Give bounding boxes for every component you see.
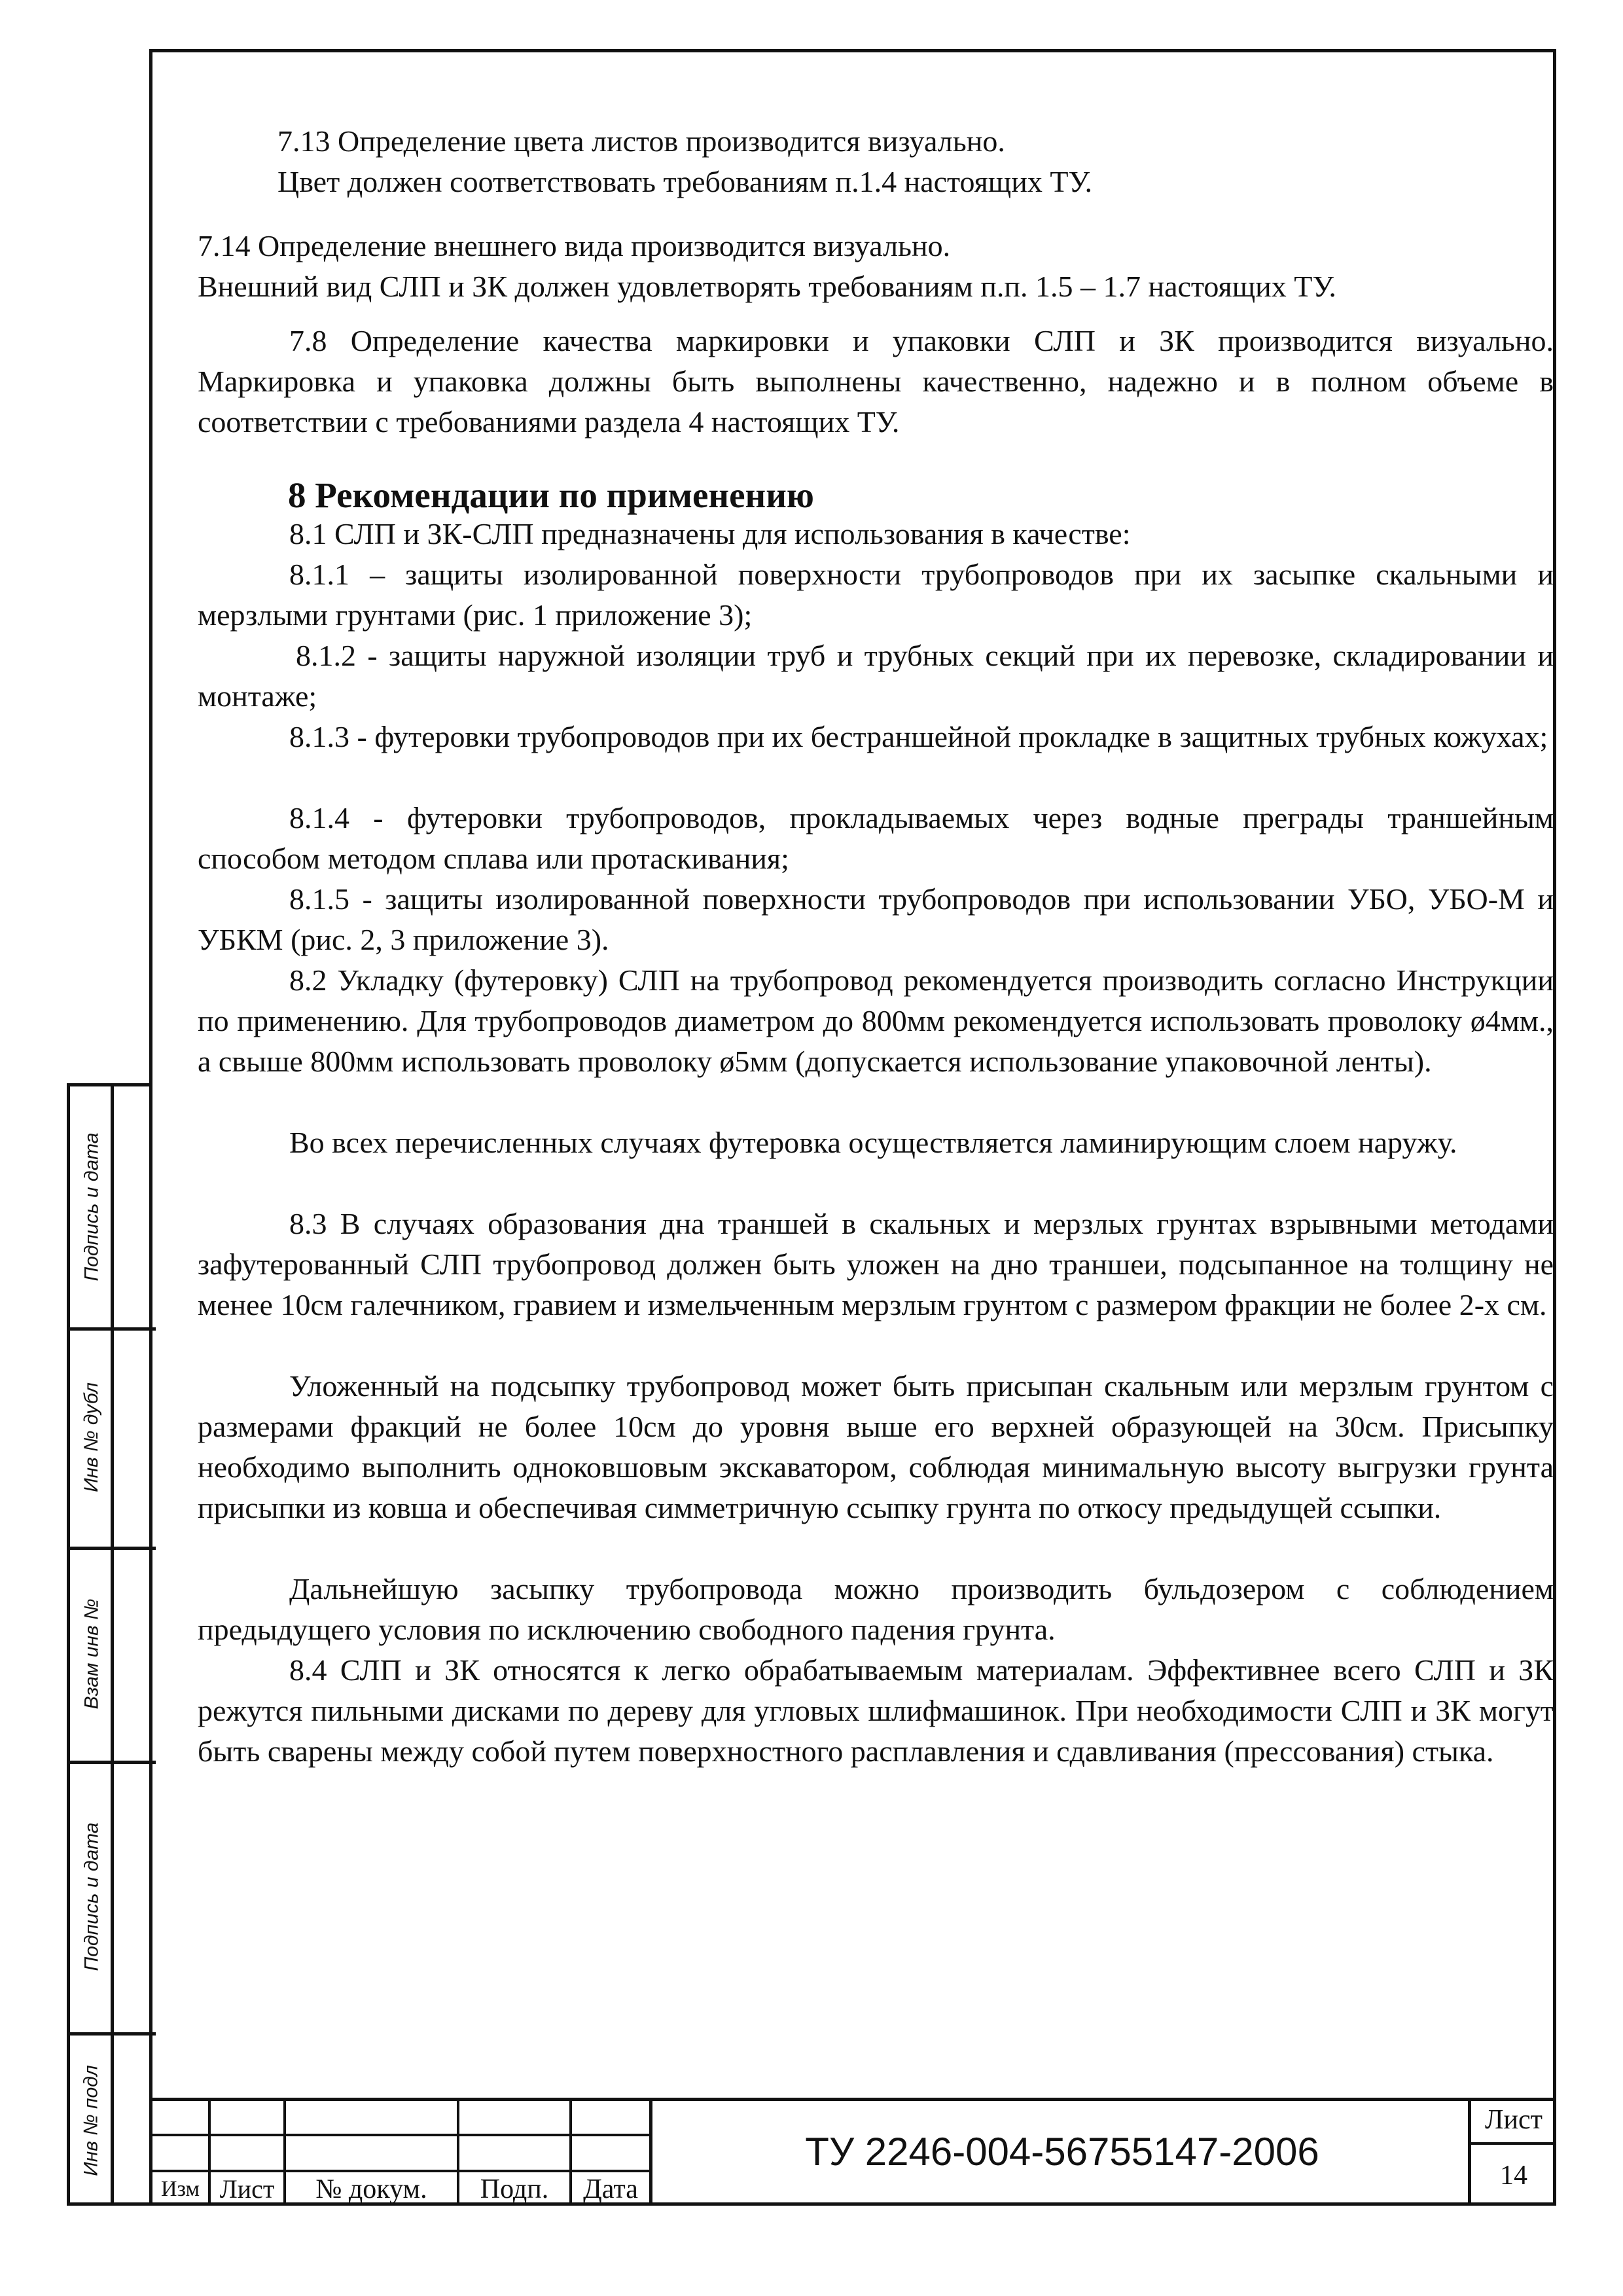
tb-label-doc-number: № докум. [283, 2170, 457, 2206]
paragraph-8-1-2: 8.1.2 - защиты наружной изоляции труб и трубных секций при их перевозке, складировании и монтаже; [198, 639, 1554, 713]
tb-cell [208, 2098, 283, 2134]
paragraph-8-4: 8.4 СЛП и ЗК относятся к легко обрабатываемым материалам. Эффективнее всего СЛП и ЗК режутся пильными дисками по дереву для угловых шлифмашинок. При необходимости СЛП и ЗК могут быть сварены между собой путем поверхностного расплавления и сдавливания (прессования) стыка. [198, 1653, 1554, 1768]
paragraph-8-1-1: 8.1.1 – защиты изолированной поверхности трубопроводов при их засыпке скальными и мерзлыми грунтами (рис. 1 приложение 3); [198, 558, 1554, 632]
side-label-vzam-inv: Взам инв № [80, 1598, 103, 1709]
paragraph-backfill: Уложенный на подсыпку трубопровод может быть присыпан скальным или мерзлым грунтом с размерами фракций не более 10см до уровня выше его верхней образующей на 30см. Присыпку необходимо выполнить одноковшовым экскаватором, соблюдая минимальную высоту выгрузки грунта присыпки из ковша и обеспечивая симметричную ссыпку грунта по откосу предыдущей ссыпки. [198, 1369, 1554, 1524]
paragraph-7-8: 7.8 Определение качества маркировки и упаковки СЛП и ЗК производится визуально. Маркировка и упаковка должны быть выполнены качественно, надежно и в полном объеме в соответствии с требованиями раздела 4 настоящих ТУ. [198, 324, 1554, 439]
sheet-box [1468, 2098, 1556, 2206]
tb-grid-separator [649, 2098, 652, 2206]
paragraph-8-1: 8.1 СЛП и ЗК-СЛП предназначены для использования в качестве: [289, 517, 1131, 550]
section-heading: 8 Рекомендации по применению [288, 475, 814, 515]
tb-label-list: Лист [208, 2170, 283, 2206]
sheet-label: Лист [1471, 2098, 1556, 2145]
paragraph-8-1-5: 8.1.5 - защиты изолированной поверхности трубопроводов при использовании УБО, УБО-М и УБКМ (рис. 2, 3 приложение 3). [198, 882, 1554, 956]
tb-cell [569, 2134, 649, 2170]
paragraph-8-1-4: 8.1.4 - футеровки трубопроводов, прокладываемых через водные преграды траншейным способом методом сплава или протаскивания; [198, 801, 1554, 875]
tb-cell [283, 2098, 457, 2134]
tb-label-izm: Изм [152, 2170, 208, 2206]
tb-cell [208, 2134, 283, 2170]
tb-cell [152, 2098, 208, 2134]
tb-cell [569, 2098, 649, 2134]
paragraph-8-3: 8.3 В случаях образования дна траншей в скальных и мерзлых грунтах взрывными методами зафутерованный СЛП трубопровод должен быть уложен на дно траншеи, подсыпанное на толщину не менее 10см галечником, гравием и измельченным мерзлым грунтом с размером фракции не более 2-х см. [198, 1207, 1554, 1321]
side-label-signature-date-2: Подпись и дата [80, 1822, 102, 1971]
side-stamp [67, 1083, 152, 2206]
paragraph-8-2: 8.2 Укладку (футеровку) СЛП на трубопровод рекомендуется производить согласно Инструкции по применению. Для трубопроводов диаметром до 800мм рекомендуется использовать проволоку ø4мм., а свыше 800мм использовать проволоку ø5мм (допускается использование упаковочной ленты). [198, 963, 1554, 1078]
tb-cell [457, 2098, 569, 2134]
title-block [152, 2098, 1556, 2206]
document-code: ТУ 2246-004-56755147-2006 [805, 2130, 1319, 2174]
paragraph-7-14: 7.14 Определение внешнего вида производится визуально. Внешний вид СЛП и ЗК должен удовлетворять требованиям п.п. 1.5 – 1.7 настоящих ТУ. [198, 229, 1336, 303]
side-label-inv-dubl: Инв № дубл [80, 1382, 103, 1492]
sheet-number: 14 [1500, 2160, 1527, 2191]
side-label-inv-podl: Инв № подл [80, 2065, 103, 2176]
paragraph-7-13: 7.13 Определение цвета листов производится визуально. Цвет должен соответствовать требованиям п.1.4 настоящих ТУ. [277, 124, 1093, 198]
tb-label-signature: Подп. [457, 2170, 569, 2206]
tb-cell [283, 2134, 457, 2170]
tb-cell [152, 2134, 208, 2170]
paragraph-lining-outward: Во всех перечисленных случаях футеровка осуществляется ламинирующим слоем наружу. [289, 1126, 1457, 1159]
side-label-signature-date-1: Подпись и дата [80, 1132, 102, 1282]
tb-cell [457, 2134, 569, 2170]
tb-label-date: Дата [569, 2170, 649, 2206]
paragraph-8-1-3: 8.1.3 - футеровки трубопроводов при их бестраншейной прокладке в защитных трубных кожухах; [289, 720, 1548, 753]
paragraph-bulldozer: Дальнейшую засыпку трубопровода можно производить бульдозером с соблюдением предыдущего условия по исключению свободного падения грунта. [198, 1572, 1554, 1646]
